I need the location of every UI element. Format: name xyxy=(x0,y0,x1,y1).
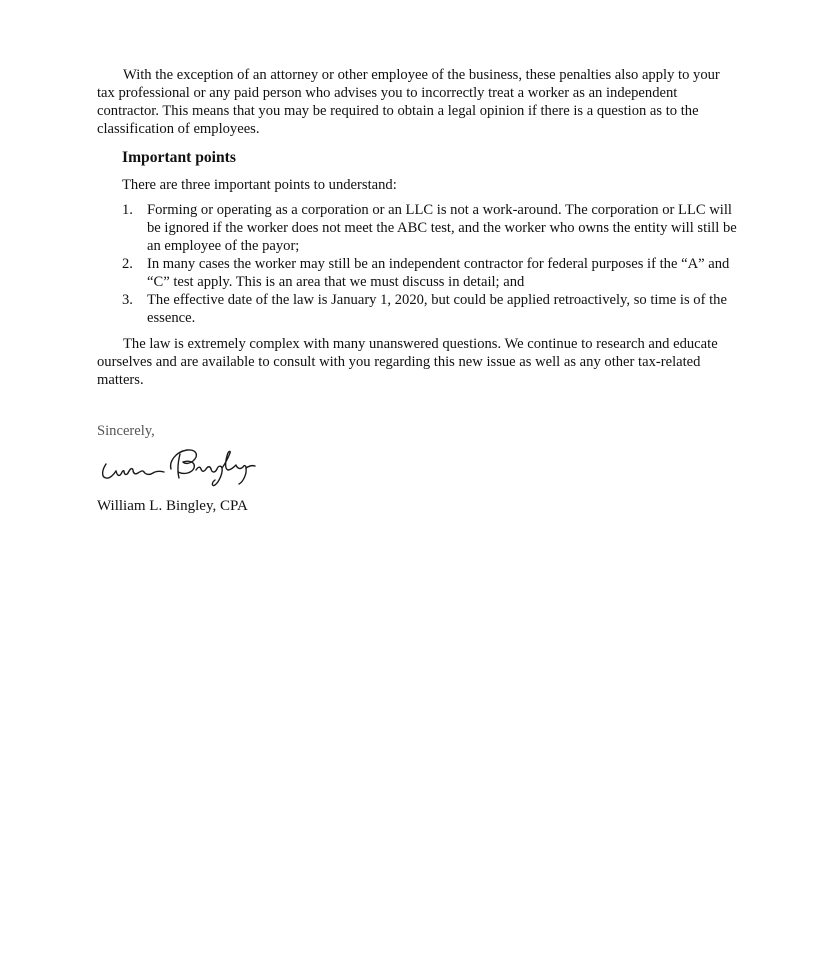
list-item xyxy=(97,255,737,291)
list-item-number: 2. xyxy=(122,256,133,272)
list-item-text: In many cases the worker may still be an independent contractor for federal purposes if the “A” and “C” test apply. This is an area that we must discuss in detail; and xyxy=(147,256,730,290)
important-points-list xyxy=(97,201,737,327)
letter-body xyxy=(97,66,737,389)
list-item-number: 3. xyxy=(122,292,133,308)
list-item xyxy=(97,201,737,255)
list-item-number: 1. xyxy=(122,202,133,218)
list-item-text: Forming or operating as a corporation or an LLC is not a work-around. The corporation or LLC will be ignored if the worker does not meet the ABC test, and the worker who owns the entity will still be an employee of the payor; xyxy=(147,202,737,254)
intro-sentence: There are three important points to understand: xyxy=(122,177,397,193)
complexity-paragraph: The law is extremely complex with many unanswered questions. We continue to research and educate ourselves and are available to consult with you regarding this new issue as well as any other tax-related matters. xyxy=(97,336,718,388)
handwritten-signature xyxy=(97,440,287,490)
penalties-paragraph: With the exception of an attorney or other employee of the business, these penalties also apply to your tax professional or any paid person who advises you to incorrectly treat a worker as an independent contractor. This means that you may be required to obtain a legal opinion if there is a question as to the classification of employees. xyxy=(97,67,720,137)
list-item xyxy=(97,291,737,327)
list-item-text: The effective date of the law is January 1, 2020, but could be applied retroactively, so time is of the essence. xyxy=(147,292,727,326)
closing-salutation: Sincerely, xyxy=(97,423,155,439)
signer-name: William L. Bingley, CPA xyxy=(97,498,248,514)
section-heading: Important points xyxy=(122,149,236,166)
